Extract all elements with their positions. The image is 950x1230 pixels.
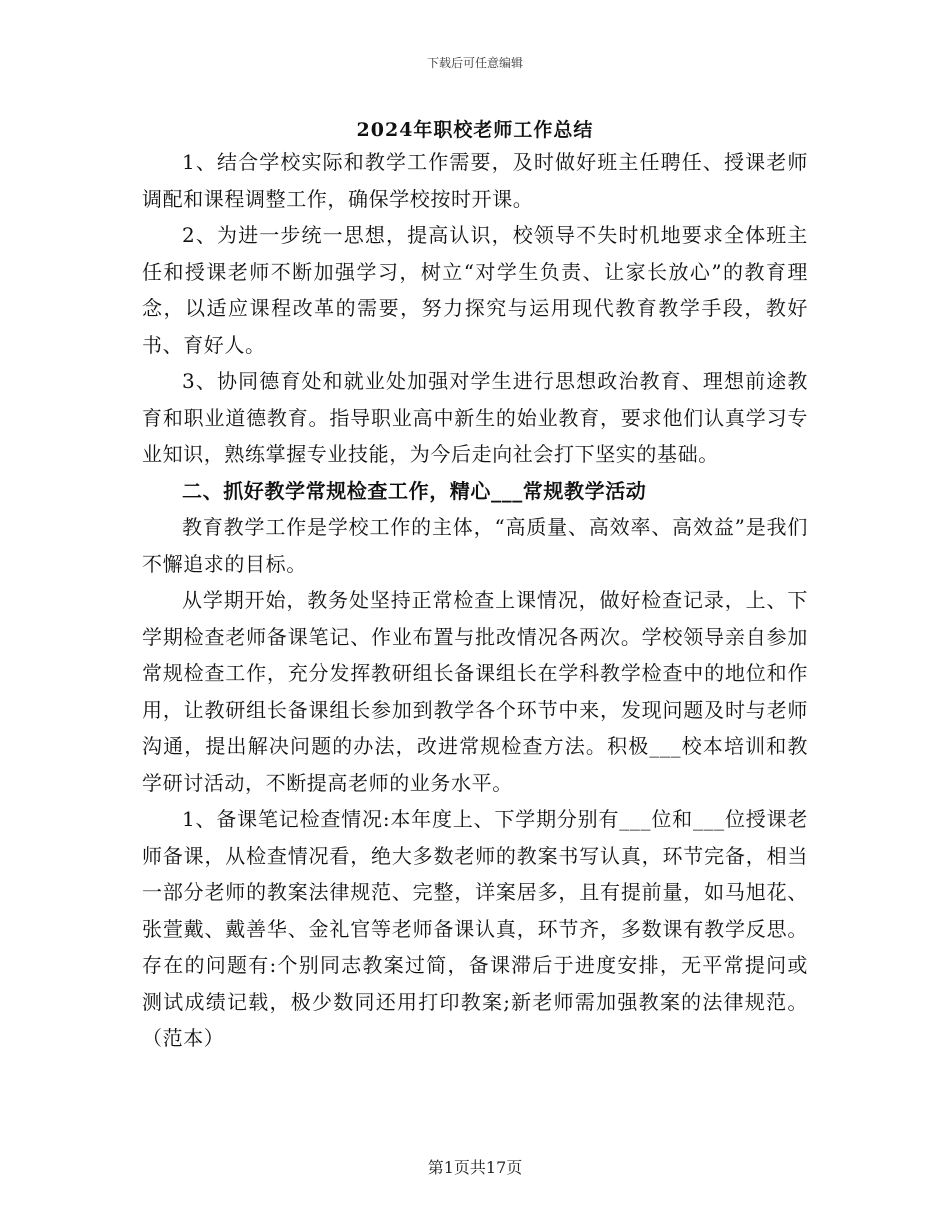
paragraph-1: 1、结合学校实际和教学工作需要，及时做好班主任聘任、授课老师调配和课程调整工作，确保学校按时开课。 [142,150,808,211]
header-note: 下载后可任意编辑 [426,56,523,70]
document-body [142,144,808,1057]
paragraph-4: 教育教学工作是学校工作的主体，“高质量、高效率、高效益”是我们不懈追求的目标。 [142,515,808,576]
paragraph-5: 从学期开始，教务处坚持正常检查上课情况，做好检查记录，上、下学期检查老师备课笔记、作业布置与批改情况各两次。学校领导亲自参加常规检查工作，充分发挥教研组长备课组长在学科教学检查中的地位和作用，让教研组长备课组长参加到教学各个环节中来，发现问题及时与老师沟通，提出解决问题的办法，改进常规检查方法。积极___校本培训和教学研讨活动，不断提高老师的业务水平。 [142,588,808,795]
section-heading: 二、抓好教学常规检查工作，精心___常规教学活动 [182,478,647,503]
paragraph-6: 1、备课笔记检查情况:本年度上、下学期分别有___位和___位授课老师备课，从检查情况看，绝大多数老师的教案书写认真，环节完备，相当一部分老师的教案法律规范、完整，详案居多，且有提前量，如马旭花、张萱戴、戴善华、金礼官等老师备课认真，环节齐，多数课有教学反思。存在的问题有:个别同志教案过简，备课滞后于进度安排，无平常提问或测试成绩记载，极少数同还用打印教案;新老师需加强教案的法律规范。（范本） [142,807,808,1050]
paragraph-3: 3、协同德育处和就业处加强对学生进行思想政治教育、理想前途教育和职业道德教育。指导职业高中新生的始业教育，要求他们认真学习专业知识，熟练掌握专业技能，为今后走向社会打下坚实的基础。 [142,369,808,466]
page-number: 第1页共17页 [427,1158,523,1177]
paragraph-2: 2、为进一步统一思想，提高认识，校领导不失时机地要求全体班主任和授课老师不断加强学习，树立“对学生负责、让家长放心”的教育理念，以适应课程改革的需要，努力探究与运用现代教育教学手段，教好书、育好人。 [142,223,808,357]
page-title: 2024年职校老师工作总结 [356,119,594,141]
